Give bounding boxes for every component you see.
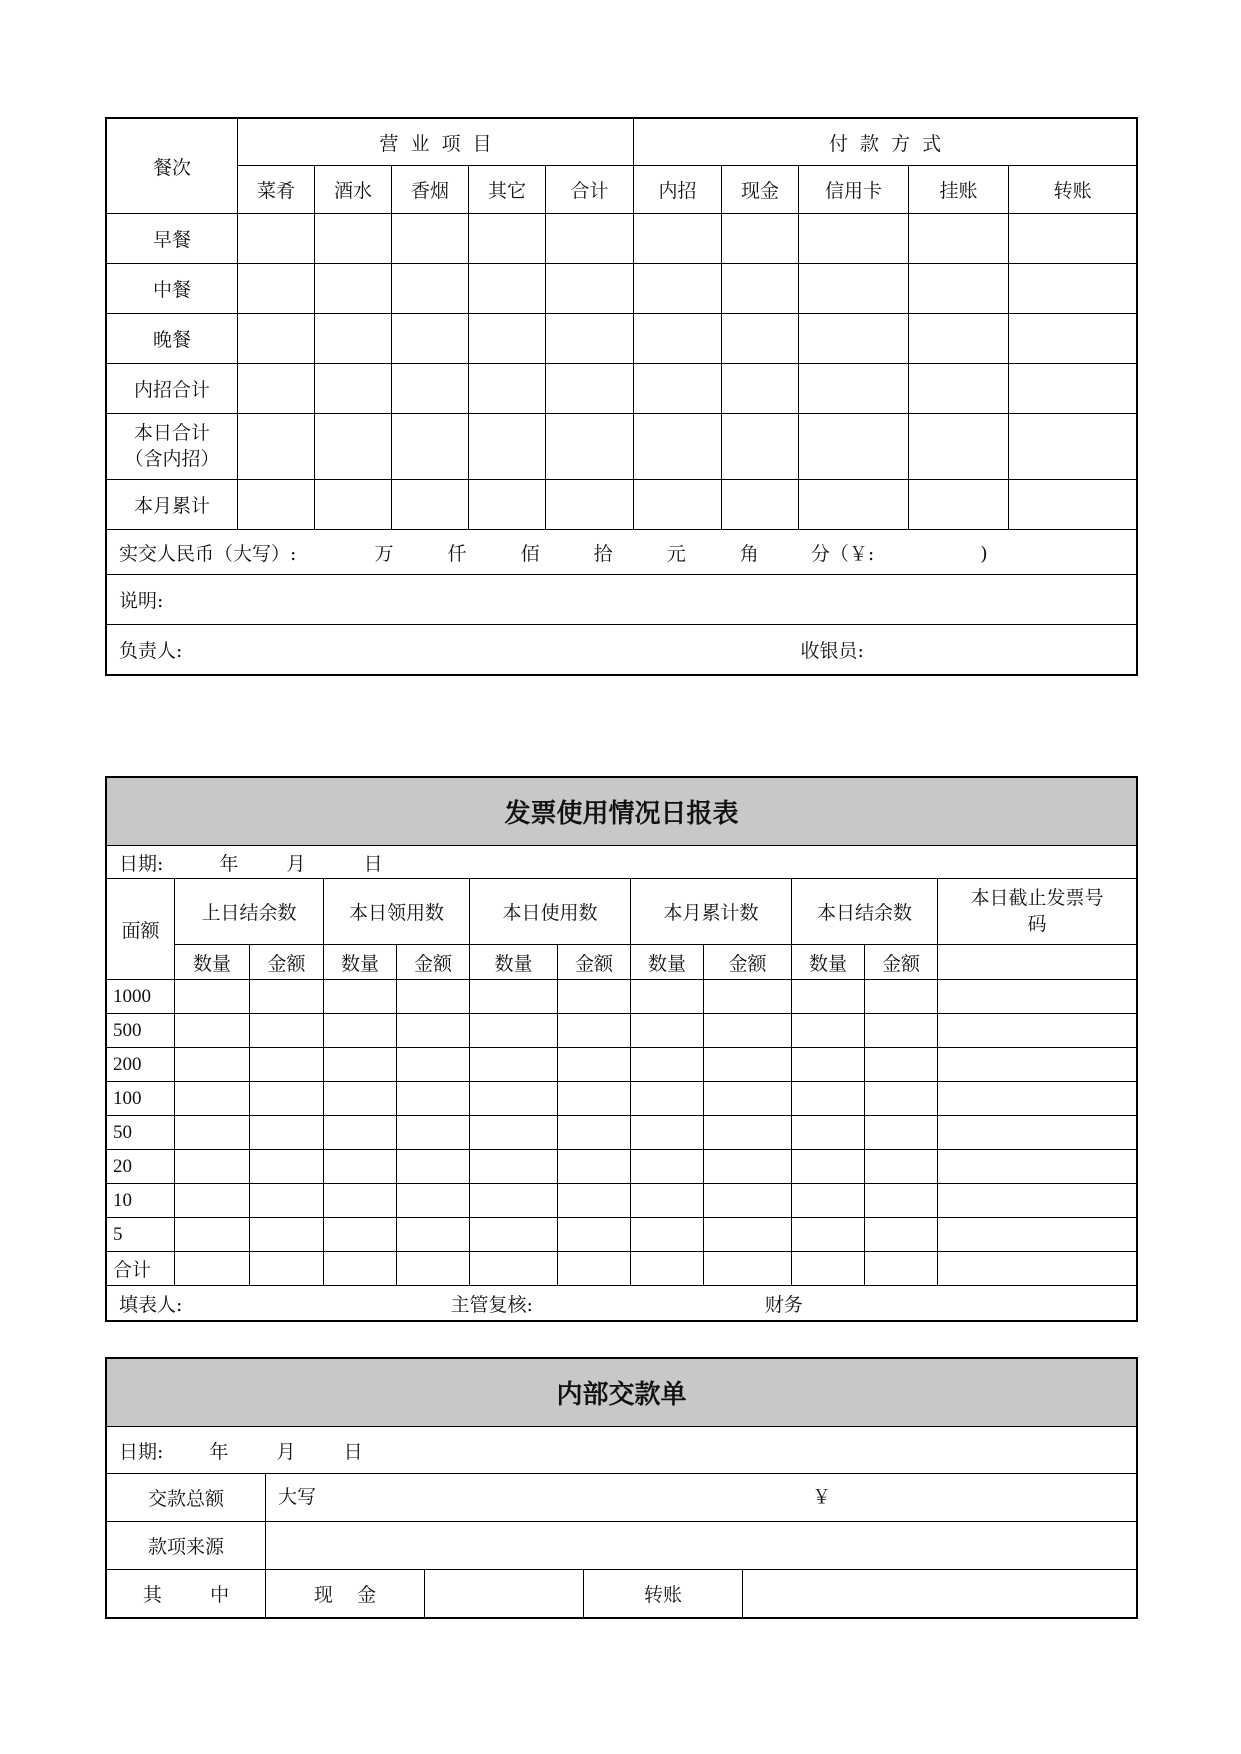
date-month: 月 (286, 852, 306, 875)
cell[interactable] (175, 1082, 250, 1116)
cell[interactable] (558, 1252, 631, 1286)
cell[interactable] (250, 1014, 324, 1048)
cell[interactable] (250, 980, 324, 1014)
group-header: 本日结余数 (792, 879, 938, 945)
cell[interactable] (792, 1184, 865, 1218)
cell[interactable] (865, 1082, 938, 1116)
cell[interactable] (792, 1048, 865, 1082)
cell[interactable] (175, 1048, 250, 1082)
cell[interactable] (175, 1150, 250, 1184)
cell[interactable] (704, 1048, 792, 1082)
note-label: 说明: (119, 590, 164, 612)
source-label: 款项来源 (107, 1522, 266, 1570)
cell[interactable] (909, 414, 1009, 480)
group-header: 上日结余数 (175, 879, 324, 945)
cell[interactable] (470, 1252, 558, 1286)
invoice-report-table (106, 777, 1137, 1321)
table-row (107, 364, 1137, 414)
cell[interactable] (470, 1048, 558, 1082)
table-row (107, 414, 1137, 480)
table-row (107, 264, 1137, 314)
unit-jiao: 角 (739, 542, 759, 565)
col-header: 酒水 (315, 166, 392, 214)
cell[interactable] (324, 1252, 397, 1286)
col-header: 挂账 (909, 166, 1009, 214)
cell[interactable] (909, 214, 1009, 264)
cell[interactable] (938, 1048, 1137, 1082)
cell[interactable] (470, 1184, 558, 1218)
sub-amount: 金额 (704, 945, 792, 980)
table-row (107, 1252, 1137, 1286)
cashier-label: 收银员: (800, 640, 864, 662)
cell[interactable] (792, 1218, 865, 1252)
cell[interactable] (315, 480, 392, 530)
cell[interactable] (865, 1252, 938, 1286)
sub-qty: 数量 (792, 945, 865, 980)
cell[interactable] (865, 1218, 938, 1252)
cell[interactable] (1009, 480, 1137, 530)
cell[interactable] (175, 1218, 250, 1252)
transfer-label: 转账 (584, 1570, 743, 1618)
denomination-label: 10 (107, 1184, 175, 1218)
denomination-label: 100 (107, 1082, 175, 1116)
cell[interactable] (558, 1082, 631, 1116)
cell[interactable] (324, 1184, 397, 1218)
cell[interactable] (938, 1218, 1137, 1252)
cell[interactable] (175, 1184, 250, 1218)
source-field[interactable] (266, 1522, 1137, 1570)
invoice-number-header (938, 879, 1137, 945)
cell[interactable] (704, 1184, 792, 1218)
cell[interactable] (799, 364, 909, 414)
date-day: 日 (343, 1440, 363, 1463)
cell[interactable] (469, 214, 546, 264)
cell[interactable] (722, 364, 799, 414)
cell[interactable] (799, 314, 909, 364)
cell[interactable] (799, 480, 909, 530)
cell[interactable] (631, 1116, 704, 1150)
row-label: 中餐 (107, 264, 238, 314)
cell[interactable] (704, 1252, 792, 1286)
col-header: 合计 (546, 166, 634, 214)
cell[interactable] (250, 1150, 324, 1184)
empty-sub-cell (938, 945, 1137, 980)
cell[interactable] (470, 1014, 558, 1048)
sub-amount: 金额 (865, 945, 938, 980)
cell[interactable] (397, 1082, 470, 1116)
cell[interactable] (250, 1252, 324, 1286)
invoice-date-row[interactable] (107, 846, 1137, 879)
denomination-label: 合计 (107, 1252, 175, 1286)
date-month: 月 (276, 1440, 296, 1463)
cell[interactable] (175, 980, 250, 1014)
cell[interactable] (324, 1082, 397, 1116)
cell[interactable] (634, 264, 722, 314)
table-row (107, 214, 1137, 264)
cell[interactable] (315, 214, 392, 264)
cell[interactable] (631, 1218, 704, 1252)
cell[interactable] (558, 1218, 631, 1252)
cell[interactable] (634, 214, 722, 264)
table-row (107, 480, 1137, 530)
manager-label: 负责人: (119, 640, 183, 662)
cell[interactable] (238, 314, 315, 364)
cash-amount-row[interactable] (107, 530, 1137, 575)
cell[interactable] (238, 264, 315, 314)
group-header: 本月累计数 (631, 879, 792, 945)
cell[interactable] (469, 414, 546, 480)
cell[interactable] (865, 1116, 938, 1150)
cell[interactable] (865, 980, 938, 1014)
cell[interactable] (324, 1150, 397, 1184)
cell[interactable] (175, 1116, 250, 1150)
cell[interactable] (704, 980, 792, 1014)
cell[interactable] (909, 314, 1009, 364)
cell[interactable] (546, 314, 634, 364)
cell[interactable] (397, 980, 470, 1014)
cell[interactable] (469, 480, 546, 530)
cell[interactable] (938, 1184, 1137, 1218)
table-row (107, 980, 1137, 1014)
payment-group-header: 付 款 方 式 (634, 119, 1137, 166)
table-row (107, 1184, 1137, 1218)
cell[interactable] (1009, 264, 1137, 314)
transfer-field[interactable] (743, 1570, 1137, 1618)
sub-amount: 金额 (250, 945, 324, 980)
cell[interactable] (792, 1014, 865, 1048)
signature-row[interactable] (107, 625, 1137, 675)
denomination-label: 5 (107, 1218, 175, 1252)
unit-fen: 分（￥: (810, 542, 875, 565)
total-amount-field[interactable] (266, 1474, 1137, 1522)
cell[interactable] (704, 1014, 792, 1048)
unit-yuan: 元 (666, 542, 686, 565)
cell[interactable] (175, 1252, 250, 1286)
denomination-label: 500 (107, 1014, 175, 1048)
cell[interactable] (397, 1218, 470, 1252)
cell[interactable] (909, 480, 1009, 530)
cell[interactable] (397, 1252, 470, 1286)
cell[interactable] (799, 264, 909, 314)
cell[interactable] (558, 1184, 631, 1218)
cell[interactable] (865, 1014, 938, 1048)
date-year: 年 (219, 852, 239, 875)
cell[interactable] (315, 314, 392, 364)
col-header: 内招 (634, 166, 722, 214)
slip-date-row[interactable] (107, 1427, 1137, 1474)
cell[interactable] (397, 1116, 470, 1150)
group-header: 本日领用数 (324, 879, 470, 945)
cell[interactable] (792, 1082, 865, 1116)
date-label: 日期: (119, 1440, 164, 1463)
row-label: 晚餐 (107, 314, 238, 364)
cell[interactable] (324, 1116, 397, 1150)
cell[interactable] (634, 414, 722, 480)
cell[interactable] (397, 1048, 470, 1082)
sub-qty: 数量 (175, 945, 250, 980)
cell[interactable] (392, 414, 469, 480)
date-label: 日期: (119, 852, 164, 875)
cell[interactable] (558, 980, 631, 1014)
cell[interactable] (546, 214, 634, 264)
table-row (107, 1116, 1137, 1150)
cell[interactable] (792, 1150, 865, 1184)
cell[interactable] (722, 480, 799, 530)
cell[interactable] (250, 1082, 324, 1116)
row-label: 早餐 (107, 214, 238, 264)
cell[interactable] (392, 364, 469, 414)
table-row (107, 1014, 1137, 1048)
sub-amount: 金额 (397, 945, 470, 980)
cell[interactable] (324, 980, 397, 1014)
cell[interactable] (469, 314, 546, 364)
cell[interactable] (865, 1048, 938, 1082)
cell[interactable] (634, 314, 722, 364)
cell[interactable] (470, 980, 558, 1014)
unit-qian: 仟 (447, 542, 467, 565)
cell[interactable] (392, 214, 469, 264)
date-day: 日 (363, 852, 383, 875)
cell[interactable] (631, 1252, 704, 1286)
cell[interactable] (865, 1184, 938, 1218)
cell[interactable] (238, 214, 315, 264)
cell[interactable] (799, 414, 909, 480)
cell[interactable] (397, 1184, 470, 1218)
cell[interactable] (558, 1048, 631, 1082)
daily-report-table (106, 118, 1137, 675)
cell[interactable] (315, 364, 392, 414)
cell[interactable] (546, 414, 634, 480)
cell[interactable] (392, 314, 469, 364)
cell[interactable] (558, 1116, 631, 1150)
denomination-label: 20 (107, 1150, 175, 1184)
table-row (107, 314, 1137, 364)
date-year: 年 (209, 1440, 229, 1463)
sub-qty: 数量 (631, 945, 704, 980)
cell[interactable] (792, 1252, 865, 1286)
cell[interactable] (315, 414, 392, 480)
cell[interactable] (238, 414, 315, 480)
cell[interactable] (1009, 414, 1137, 480)
cash-label: 现 金 (266, 1570, 425, 1618)
cell[interactable] (631, 1082, 704, 1116)
group-header: 本日使用数 (470, 879, 631, 945)
cell[interactable] (722, 264, 799, 314)
cell[interactable] (470, 1116, 558, 1150)
cell[interactable] (792, 980, 865, 1014)
cell[interactable] (704, 1150, 792, 1184)
cash-label: 实交人民币（大写）: (119, 542, 297, 565)
cell[interactable] (175, 1014, 250, 1048)
cell[interactable] (909, 264, 1009, 314)
sub-qty: 数量 (470, 945, 558, 980)
cell[interactable] (546, 264, 634, 314)
cell[interactable] (469, 264, 546, 314)
meal-header: 餐次 (107, 119, 238, 214)
table-row (107, 1150, 1137, 1184)
cell[interactable] (238, 480, 315, 530)
cell[interactable] (631, 1184, 704, 1218)
unit-shi: 拾 (593, 542, 613, 565)
col-header: 信用卡 (799, 166, 909, 214)
supervisor-label: 主管复核: (450, 1293, 533, 1316)
header-line: 本日截止发票号 (970, 886, 1104, 909)
cell[interactable] (865, 1150, 938, 1184)
cell[interactable] (392, 264, 469, 314)
uppercase-label: 大写 (278, 1486, 317, 1508)
cell[interactable] (722, 214, 799, 264)
col-header: 转账 (1009, 166, 1137, 214)
cell[interactable] (392, 480, 469, 530)
cell[interactable] (704, 1082, 792, 1116)
payment-slip-table (106, 1358, 1137, 1618)
cell[interactable] (631, 980, 704, 1014)
cell[interactable] (250, 1116, 324, 1150)
cell[interactable] (324, 1218, 397, 1252)
cell[interactable] (631, 1014, 704, 1048)
cell[interactable] (938, 1014, 1137, 1048)
row-label-line: （含内招） (124, 447, 220, 470)
table-row (107, 1082, 1137, 1116)
cell[interactable] (799, 214, 909, 264)
cell[interactable] (397, 1150, 470, 1184)
filler-label: 填表人: (119, 1293, 183, 1316)
cell[interactable] (938, 1150, 1137, 1184)
cell[interactable] (324, 1014, 397, 1048)
row-label: 本月累计 (107, 480, 238, 530)
cell[interactable] (469, 364, 546, 414)
cell[interactable] (704, 1116, 792, 1150)
cell[interactable] (546, 480, 634, 530)
cell[interactable] (704, 1218, 792, 1252)
finance-label: 财务 (764, 1293, 803, 1316)
cell[interactable] (250, 1218, 324, 1252)
cell[interactable] (470, 1150, 558, 1184)
col-header: 香烟 (392, 166, 469, 214)
sub-amount: 金额 (558, 945, 631, 980)
invoice-signature-row[interactable] (107, 1286, 1137, 1321)
denomination-label: 200 (107, 1048, 175, 1082)
among-label: 其 中 (107, 1570, 266, 1618)
cell[interactable] (1009, 364, 1137, 414)
row-label: 内招合计 (107, 364, 238, 414)
cash-field[interactable] (425, 1570, 584, 1618)
sub-qty: 数量 (324, 945, 397, 980)
row-label-today (107, 414, 238, 480)
cell[interactable] (397, 1014, 470, 1048)
denomination-header: 面额 (107, 879, 175, 980)
unit-wan: 万 (374, 542, 394, 565)
cell[interactable] (938, 1252, 1137, 1286)
cell[interactable] (250, 1184, 324, 1218)
row-label-line: 本日合计 (133, 421, 210, 444)
table-row (107, 1218, 1137, 1252)
cell[interactable] (558, 1014, 631, 1048)
cell[interactable] (238, 364, 315, 414)
cell[interactable] (792, 1116, 865, 1150)
closing-paren: ) (980, 542, 988, 565)
cell[interactable] (558, 1150, 631, 1184)
cell[interactable] (315, 264, 392, 314)
cell[interactable] (722, 314, 799, 364)
col-header: 其它 (469, 166, 546, 214)
yen-label: ￥ (812, 1486, 832, 1508)
cell[interactable] (909, 364, 1009, 414)
cell[interactable] (938, 1082, 1137, 1116)
cell[interactable] (470, 1218, 558, 1252)
cell[interactable] (938, 980, 1137, 1014)
cell[interactable] (722, 414, 799, 480)
cell[interactable] (634, 480, 722, 530)
cell[interactable] (631, 1150, 704, 1184)
cell[interactable] (546, 364, 634, 414)
cell[interactable] (470, 1082, 558, 1116)
header-line: 码 (1027, 912, 1047, 935)
cell[interactable] (250, 1048, 324, 1082)
cell[interactable] (324, 1048, 397, 1082)
invoice-report-title: 发票使用情况日报表 (107, 778, 1137, 846)
payment-slip-title: 内部交款单 (107, 1359, 1137, 1427)
col-header: 现金 (722, 166, 799, 214)
business-group-header: 营 业 项 目 (238, 119, 634, 166)
total-label: 交款总额 (107, 1474, 266, 1522)
unit-bai: 佰 (520, 542, 540, 565)
col-header: 菜肴 (238, 166, 315, 214)
cell[interactable] (938, 1116, 1137, 1150)
cell[interactable] (634, 364, 722, 414)
cell[interactable] (1009, 314, 1137, 364)
denomination-label: 1000 (107, 980, 175, 1014)
note-row[interactable] (107, 575, 1137, 625)
cell[interactable] (1009, 214, 1137, 264)
cell[interactable] (631, 1048, 704, 1082)
denomination-label: 50 (107, 1116, 175, 1150)
table-row (107, 1048, 1137, 1082)
